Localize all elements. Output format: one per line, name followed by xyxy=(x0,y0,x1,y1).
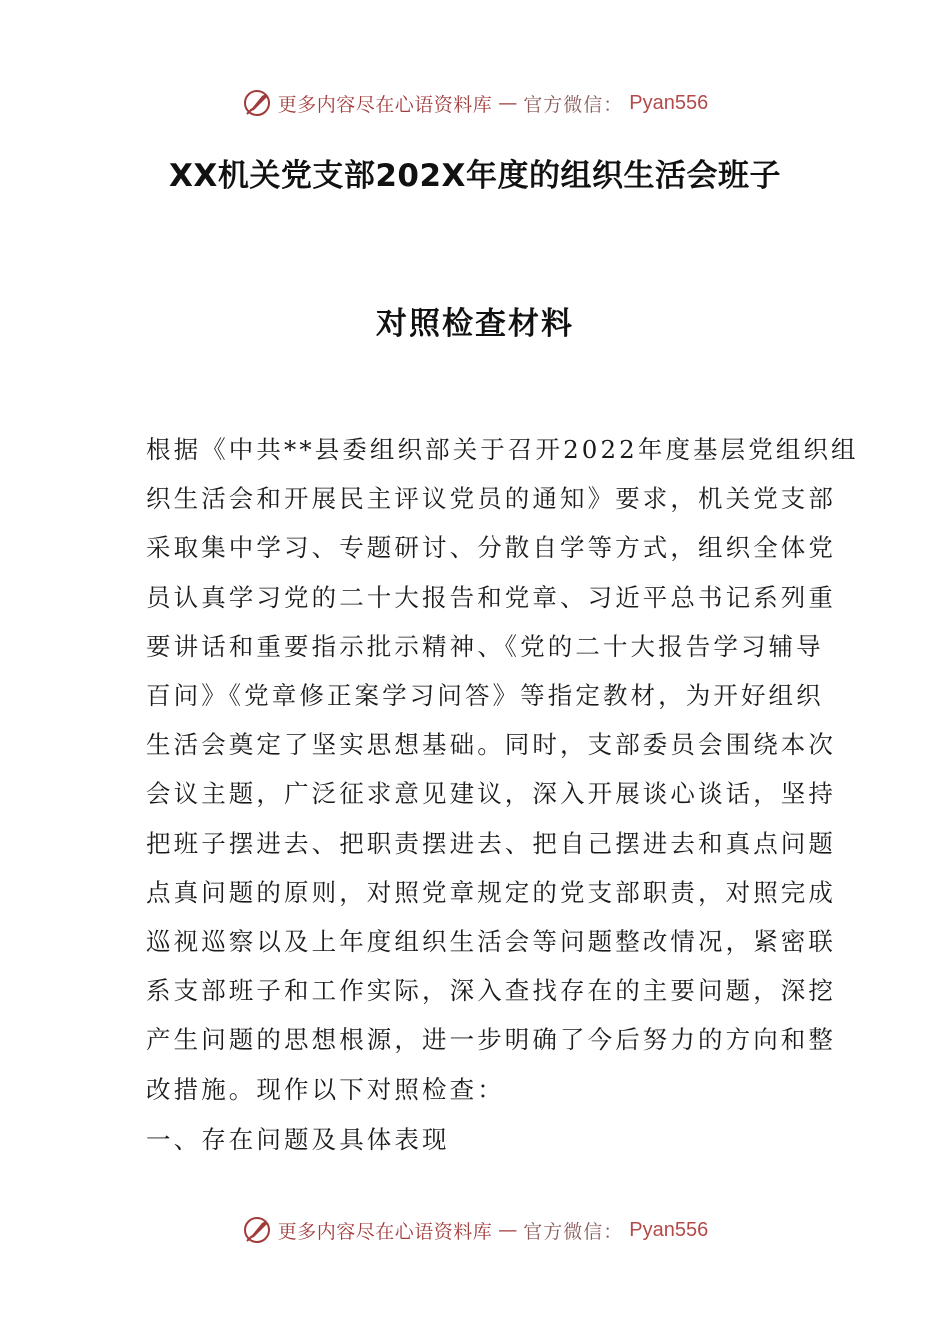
paragraph-line: 改措施。现作以下对照检查： xyxy=(146,1074,505,1104)
section-heading: 一、存在问题及具体表现 xyxy=(146,1125,450,1154)
paragraph-line: 产生问题的思想根源，进一步明确了今后努力的方向和整 xyxy=(146,1025,836,1055)
paragraph-line: 根据《中共**县委组织部关于召开2022年度基层党组织组 xyxy=(146,435,859,464)
paragraph-line: 要讲话和重要指示批示精神、《党的二十大报告学习辅导 xyxy=(146,631,824,661)
watermark-banner-bottom xyxy=(0,1210,950,1250)
paragraph-line: 采取集中学习、专题研讨、分散自学等方式，组织全体党 xyxy=(146,533,836,563)
paragraph-line: 系支部班子和工作实际，深入查找存在的主要问题，深挖 xyxy=(146,976,836,1006)
paragraph-line: 织生活会和开展民主评议党员的通知》要求，机关党支部 xyxy=(146,484,836,514)
quill-pen-logo-icon xyxy=(242,1215,272,1245)
paragraph-line: 把班子摆进去、把职责摆进去、把自己摆进去和真点问题 xyxy=(146,828,836,858)
watermark-banner-top xyxy=(0,83,950,123)
watermark-slogan: 更多内容尽在心语资料库 xyxy=(277,1220,493,1243)
document-title-line-2: 对照检查材料 xyxy=(376,306,574,342)
watermark-wechat-id: Pyan556 xyxy=(629,91,709,114)
watermark-dash: — xyxy=(498,92,518,114)
watermark-contact-label: 官方微信： xyxy=(523,93,624,116)
paragraph-line: 百问》《党章修正案学习问答》等指定教材，为开好组织 xyxy=(146,681,824,711)
watermark-contact-label: 官方微信： xyxy=(523,1220,624,1243)
paragraph-line: 点真问题的原则，对照党章规定的党支部职责，对照完成 xyxy=(146,877,836,907)
paragraph-line: 员认真学习党的二十大报告和党章、习近平总书记系列重 xyxy=(146,582,836,612)
watermark-wechat-id: Pyan556 xyxy=(629,1218,709,1241)
watermark-dash: — xyxy=(498,1219,518,1241)
paragraph-line: 会议主题，广泛征求意见建议，深入开展谈心谈话，坚持 xyxy=(146,779,836,809)
document-title-line-1: XX机关党支部202X年度的组织生活会班子 xyxy=(169,158,781,194)
paragraph-line: 巡视巡察以及上年度组织生活会等问题整改情况，紧密联 xyxy=(146,927,836,957)
paragraph-line: 生活会奠定了坚实思想基础。同时，支部委员会围绕本次 xyxy=(146,730,836,760)
watermark-slogan: 更多内容尽在心语资料库 xyxy=(277,93,493,116)
quill-pen-logo-icon xyxy=(242,88,272,118)
intro-paragraph xyxy=(146,425,859,1114)
